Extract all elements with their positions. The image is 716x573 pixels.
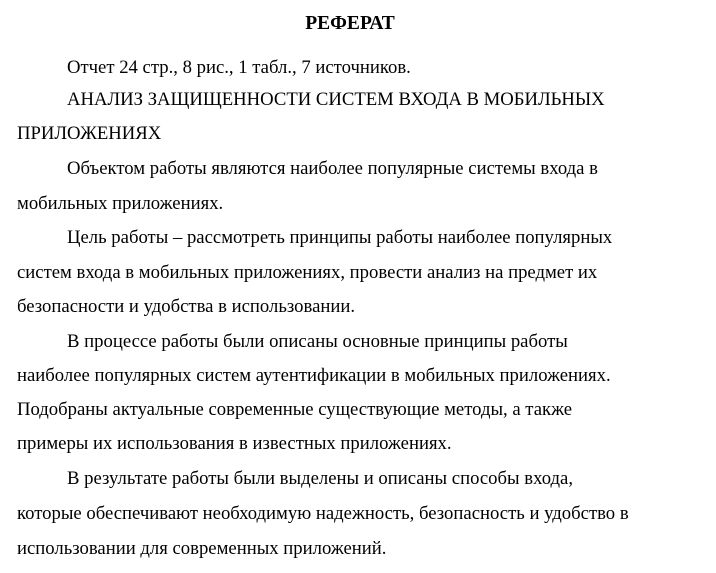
process-line-3: Подобраны актуальные современные существующие методы, а также xyxy=(17,399,573,420)
result-line-1: В результате работы были выделены и описаны способы входа, xyxy=(67,468,573,489)
topic-line-1: АНАЛИЗ ЗАЩИЩЕННОСТИ СИСТЕМ ВХОДА В МОБИЛЬНЫХ xyxy=(67,89,605,110)
goal-line-1: Цель работы – рассмотреть принципы работы наиболее популярных xyxy=(67,227,613,248)
object-line-2: мобильных приложениях. xyxy=(17,193,224,214)
report-stats-line: Отчет 24 стр., 8 рис., 1 табл., 7 источников. xyxy=(67,57,411,78)
process-line-4: примеры их использования в известных приложениях. xyxy=(17,433,452,454)
result-line-2: которые обеспечивают необходимую надежность, безопасность и удобство в xyxy=(17,503,629,524)
result-line-3: использовании для современных приложений. xyxy=(17,538,387,559)
goal-line-2: систем входа в мобильных приложениях, провести анализ на предмет их xyxy=(17,262,598,283)
object-line-1: Объектом работы являются наиболее популярные системы входа в xyxy=(67,158,598,179)
process-line-1: В процессе работы были описаны основные принципы работы xyxy=(67,331,568,352)
page-title: РЕФЕРАТ xyxy=(305,13,395,34)
goal-line-3: безопасности и удобства в использовании. xyxy=(17,296,356,317)
process-line-2: наиболее популярных систем аутентификации в мобильных приложениях. xyxy=(17,365,611,386)
topic-line-2: ПРИЛОЖЕНИЯХ xyxy=(17,123,162,144)
